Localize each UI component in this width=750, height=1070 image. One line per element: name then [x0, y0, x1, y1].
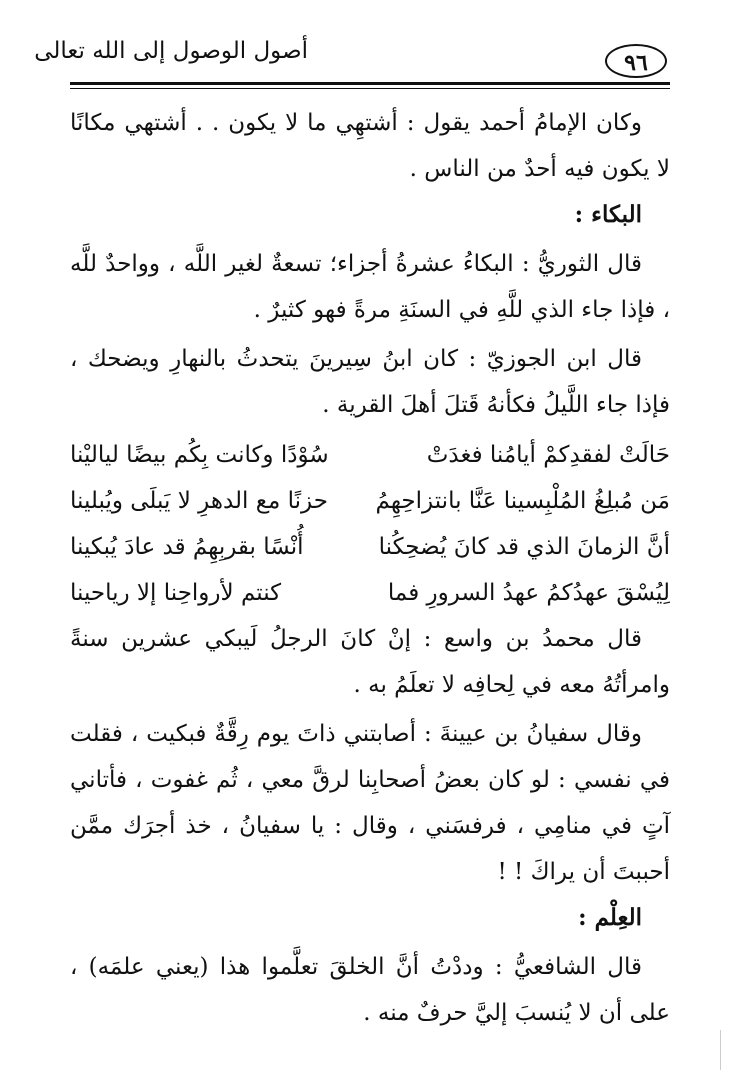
- running-title: أصول الوصول إلى الله تعالى: [34, 38, 308, 64]
- page-edge-mark: [720, 1030, 721, 1070]
- poem-verse: [70, 524, 670, 570]
- poem-verse: [70, 478, 670, 524]
- paragraph-ibn-wasi: قال محمدُ بن واسع : إنْ كانَ الرجلُ لَيبكي عشرين سنةً وامرأتُهُ معه في لِحافِه لا تعلَمُ به .: [70, 626, 670, 698]
- header-rule-thick: [70, 82, 670, 85]
- verse-second-hemistich: كنتم لأرواحِنا إلا رياحينا: [70, 580, 282, 606]
- paragraph-shafii: قال الشافعيُّ : وددْتُ أنَّ الخلقَ تعلَّموا هذا (يعني علمَه) ، على أن لا يُنسبَ إليَّ حرفٌ منه .: [70, 954, 670, 1026]
- poem: [70, 432, 670, 616]
- poem-verse: [70, 570, 670, 616]
- paragraph-sufyan: وقال سفيانُ بن عيينةَ : أصابتني ذاتَ يوم رِقَّةٌ فبكيت ، فقلت في نفسي : لو كان بعضُ أصحابِنا لرقَّ معي ، ثُم غفوت ، فأتاني آتٍ في منامِي ، فرفسَني ، وقال : يا سفيانُ ، خذ أجرَك ممَّن أحببتَ أن يراكَ ! !: [70, 721, 670, 885]
- section-heading-weeping: البكاء :: [574, 201, 642, 228]
- paragraph-ibn-jawzi: قال ابن الجوزيّ : كان ابنُ سِيرينَ يتحدثُ بالنهارِ ويضحك ، فإذا جاء اللَّيلُ فكأنهُ قَتلَ أهلَ القرية .: [70, 346, 670, 418]
- verse-second-hemistich: سُوْدًا وكانت بِكُم بيضًا لياليْنا: [70, 442, 329, 468]
- verse-first-hemistich: مَن مُبلِغُ المُلْبِسينا عَنَّا بانتزاحِهِمُ: [375, 488, 670, 514]
- header-rule-thin: [70, 88, 670, 89]
- verse-first-hemistich: لِيُسْقَ عهدُكمُ عهدُ السرورِ فما: [387, 580, 670, 606]
- verse-second-hemistich: حزنًا مع الدهرِ لا يَبلَى ويُبلينا: [70, 488, 328, 514]
- body-text: [70, 100, 670, 1036]
- paragraph-ahmad: وكان الإمامُ أحمد يقول : أشتهِي ما لا يكون . . أشتهي مكانًا لا يكون فيه أحدٌ من الناس .: [70, 110, 670, 182]
- section-heading-knowledge: العِلْم :: [578, 904, 642, 931]
- page-header: [34, 30, 668, 80]
- paragraph-thawri: قال الثوريُّ : البكاءُ عشرةُ أجزاء؛ تسعةٌ لغير اللَّه ، وواحدٌ للَّه ، فإذا جاء الذي للَّهِ في السنَةِ مرةً فهو كثيرٌ .: [70, 251, 670, 323]
- page-number-badge: ٩٦: [605, 44, 667, 78]
- poem-verse: [70, 432, 670, 478]
- verse-first-hemistich: أنَّ الزمانَ الذي قد كانَ يُضحِكُنا: [378, 534, 670, 560]
- verse-first-hemistich: حَالَتْ لفقدِكمْ أيامُنا فغدَتْ: [426, 442, 670, 468]
- verse-second-hemistich: أُنْسًا بقربِهِمُ قد عادَ يُبكينا: [70, 534, 304, 560]
